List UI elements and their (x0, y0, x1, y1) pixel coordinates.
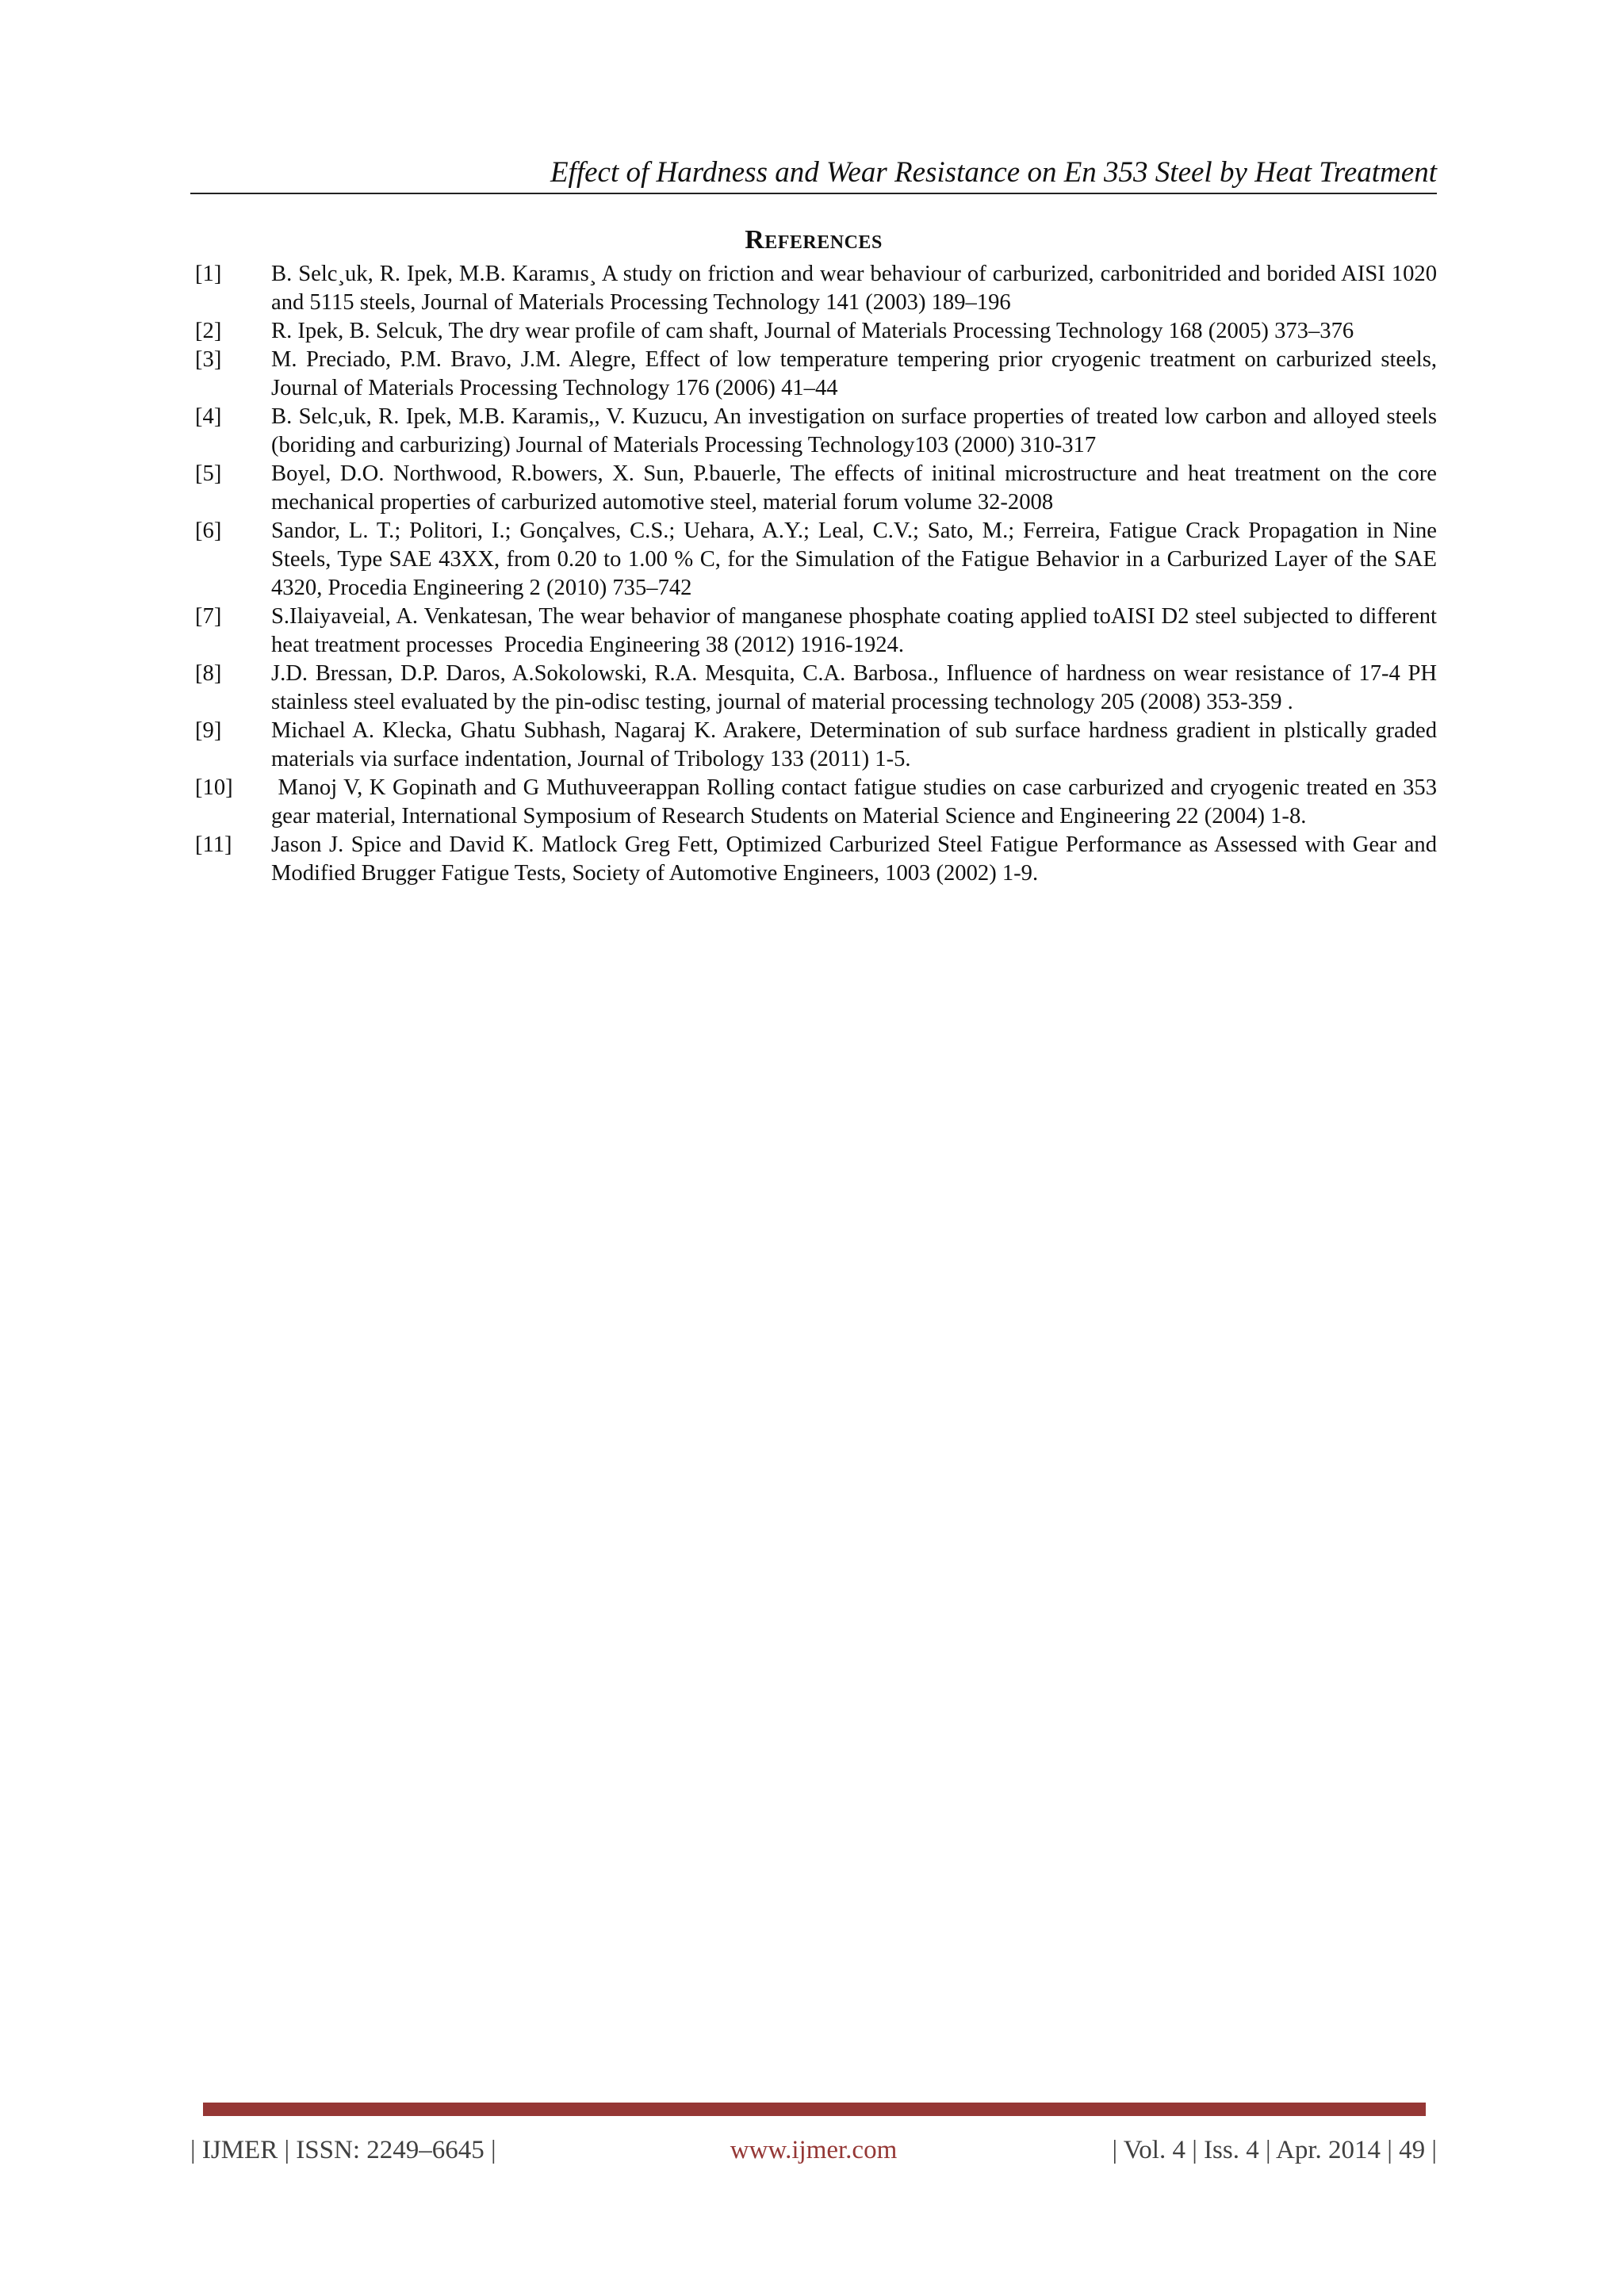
reference-item (195, 517, 1443, 603)
reference-item (195, 603, 1443, 660)
reference-text: Michael A. Klecka, Ghatu Subhash, Nagaraj K. Arakere, Determination of sub surface hardness gradient in plstically graded materials via surface indentation, Journal of Tribology 133 (2011) 1-5. (271, 718, 1443, 771)
reference-item (195, 660, 1443, 717)
reference-item (195, 260, 1443, 317)
reference-number: [1] (195, 262, 222, 286)
reference-number: [4] (195, 404, 222, 429)
reference-number: [10] (195, 775, 233, 800)
reference-number: [7] (195, 604, 222, 629)
footer-bar (203, 2103, 1426, 2116)
footer-website-link[interactable]: www.ijmer.com (730, 2136, 898, 2164)
reference-text: S.Ilaiyaveial, A. Venkatesan, The wear behavior of manganese phosphate coating applied toAISI D2 steel subjected to different heat treatment processes Procedia Engineering 38 (2012) 1916-1924. (271, 604, 1443, 657)
reference-text: B. Selc,uk, R. Ipek, M.B. Karamis,, V. Kuzucu, An investigation on surface properties of treated low carbon and alloyed steels (boriding and carburizing) Journal of Materials Processing Technology103 (2000) 310-317 (271, 404, 1443, 457)
footer-journal-issn: | IJMER | ISSN: 2249–6645 | (190, 2136, 496, 2164)
reference-number: [11] (195, 832, 232, 857)
reference-number: [6] (195, 519, 222, 543)
reference-text: Jason J. Spice and David K. Matlock Greg Fett, Optimized Carburized Steel Fatigue Performance as Assessed with Gear and Modified Brugger Fatigue Tests, Society of Automotive Engineers, 1003 (2002) 1-9. (271, 832, 1443, 886)
reference-item (195, 403, 1443, 460)
reference-text: Boyel, D.O. Northwood, R.bowers, X. Sun, P.bauerle, The effects of initinal microstructure and heat treatment on the core mechanical properties of carburized automotive steel, material forum volume 32-2008 (271, 461, 1443, 515)
reference-item (195, 346, 1443, 403)
reference-number: [5] (195, 461, 222, 486)
reference-item (195, 317, 1437, 346)
running-header-title: Effect of Hardness and Wear Resistance on En 353 Steel by Heat Treatment (550, 156, 1437, 189)
reference-item (195, 717, 1443, 774)
reference-number: [8] (195, 661, 222, 686)
reference-text: B. Selc¸uk, R. Ipek, M.B. Karamıs¸ A study on friction and wear behaviour of carburized, carbonitrided and borided AISI 1020 and 5115 steels, Journal of Materials Processing Technology 141 (2003) 189–196 (271, 262, 1443, 315)
reference-text: Sandor, L. T.; Politori, I.; Gonçalves, C.S.; Uehara, A.Y.; Leal, C.V.; Sato, M.; Ferreira, Fatigue Crack Propagation in Nine Steels, Type SAE 43XX, from 0.20 to 1.00 % C, for the Simulation of the Fatigue Behavior in a Carburized Layer of the SAE 4320, Procedia Engineering 2 (2010) 735–742 (271, 519, 1443, 600)
reference-list (195, 260, 1443, 888)
reference-number: [9] (195, 718, 222, 743)
reference-text: M. Preciado, P.M. Bravo, J.M. Alegre, Effect of low temperature tempering prior cryogenic treatment on carburized steels, Journal of Materials Processing Technology 176 (2006) 41–44 (271, 347, 1443, 400)
footer-volume-issue-page: | Vol. 4 | Iss. 4 | Apr. 2014 | 49 | (1112, 2136, 1437, 2164)
reference-item (195, 774, 1443, 831)
header-rule (190, 193, 1437, 194)
reference-text: Manoj V, K Gopinath and G Muthuveerappan Rolling contact fatigue studies on case carburized and cryogenic treated en 353 gear material, International Symposium of Research Students on Material Science and Engineering 22 (2004) 1-8. (271, 775, 1443, 828)
reference-item (195, 831, 1443, 888)
page-footer (190, 2133, 1437, 2168)
reference-item (195, 460, 1443, 517)
reference-text: R. Ipek, B. Selcuk, The dry wear profile of cam shaft, Journal of Materials Processing Technology 168 (2005) 373–376 (271, 319, 1354, 343)
reference-text: J.D. Bressan, D.P. Daros, A.Sokolowski, R.A. Mesquita, C.A. Barbosa., Influence of hardness on wear resistance of 17-4 PH stainless steel evaluated by the pin-odisc testing, journal of material processing technology 205 (2008) 353-359 . (271, 661, 1443, 714)
reference-number: [2] (195, 319, 222, 343)
section-title-references: References (745, 225, 883, 254)
reference-number: [3] (195, 347, 222, 372)
